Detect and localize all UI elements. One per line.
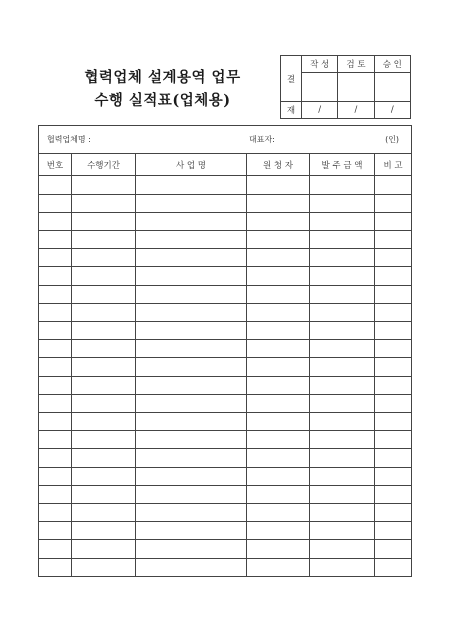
project-cell[interactable] — [136, 194, 247, 212]
project-cell[interactable] — [136, 540, 247, 558]
table-row — [39, 503, 412, 521]
document-title-line2: 수행 실적표(업체용) — [94, 92, 231, 109]
table-row — [39, 249, 412, 267]
amount-cell[interactable] — [310, 267, 375, 285]
client-cell[interactable] — [247, 449, 310, 467]
client-cell[interactable] — [247, 285, 310, 303]
remarks-cell[interactable] — [375, 212, 412, 230]
project-cell[interactable] — [136, 394, 247, 412]
table-row — [39, 412, 412, 430]
col-header-project: 사 업 명 — [136, 153, 247, 175]
period-cell[interactable] — [72, 230, 136, 248]
remarks-cell[interactable] — [375, 303, 412, 321]
period-cell[interactable] — [72, 467, 136, 485]
project-cell[interactable] — [136, 503, 247, 521]
client-cell[interactable] — [247, 212, 310, 230]
remarks-cell[interactable] — [375, 249, 412, 267]
table-row — [39, 485, 412, 503]
period-cell[interactable] — [72, 321, 136, 339]
project-cell[interactable] — [136, 321, 247, 339]
approval-box — [280, 55, 411, 119]
client-cell[interactable] — [247, 303, 310, 321]
period-cell[interactable] — [72, 558, 136, 576]
col-header-number: 번호 — [39, 153, 72, 175]
number-cell[interactable] — [39, 340, 72, 358]
remarks-cell[interactable] — [375, 340, 412, 358]
period-cell[interactable] — [72, 267, 136, 285]
project-cell[interactable] — [136, 340, 247, 358]
table-row — [39, 358, 412, 376]
client-cell[interactable] — [247, 230, 310, 248]
table-row — [39, 285, 412, 303]
project-cell[interactable] — [136, 267, 247, 285]
project-cell[interactable] — [136, 485, 247, 503]
table-row — [39, 467, 412, 485]
period-cell[interactable] — [72, 303, 136, 321]
number-cell[interactable] — [39, 503, 72, 521]
period-cell[interactable] — [72, 540, 136, 558]
remarks-cell[interactable] — [375, 467, 412, 485]
client-cell[interactable] — [247, 176, 310, 194]
table-row — [39, 449, 412, 467]
approval-col-approve: 승 인 — [374, 56, 410, 73]
table-row — [39, 522, 412, 540]
table-row — [39, 376, 412, 394]
period-cell[interactable] — [72, 249, 136, 267]
project-cell[interactable] — [136, 212, 247, 230]
number-cell[interactable] — [39, 412, 72, 430]
client-cell[interactable] — [247, 340, 310, 358]
number-cell[interactable] — [39, 431, 72, 449]
period-cell[interactable] — [72, 212, 136, 230]
client-cell[interactable] — [247, 194, 310, 212]
project-cell[interactable] — [136, 558, 247, 576]
table-row — [39, 321, 412, 339]
remarks-cell[interactable] — [375, 285, 412, 303]
table-row — [39, 212, 412, 230]
remarks-cell[interactable] — [375, 176, 412, 194]
amount-cell[interactable] — [310, 394, 375, 412]
approval-date-approve[interactable]: / — [374, 102, 410, 119]
table-row — [39, 176, 412, 194]
amount-cell[interactable] — [310, 467, 375, 485]
remarks-cell[interactable] — [375, 358, 412, 376]
col-header-amount: 발 주 금 액 — [310, 153, 375, 175]
remarks-cell[interactable] — [375, 394, 412, 412]
table-row — [39, 394, 412, 412]
period-cell[interactable] — [72, 394, 136, 412]
amount-cell[interactable] — [310, 503, 375, 521]
amount-cell[interactable] — [310, 194, 375, 212]
performance-table — [38, 125, 412, 577]
amount-cell[interactable] — [310, 230, 375, 248]
number-cell[interactable] — [39, 267, 72, 285]
period-cell[interactable] — [72, 194, 136, 212]
number-cell[interactable] — [39, 285, 72, 303]
amount-cell[interactable] — [310, 431, 375, 449]
client-cell[interactable] — [247, 431, 310, 449]
project-cell[interactable] — [136, 176, 247, 194]
period-cell[interactable] — [72, 485, 136, 503]
number-cell[interactable] — [39, 467, 72, 485]
amount-cell[interactable] — [310, 449, 375, 467]
project-cell[interactable] — [136, 358, 247, 376]
number-cell[interactable] — [39, 540, 72, 558]
number-cell[interactable] — [39, 212, 72, 230]
remarks-cell[interactable] — [375, 376, 412, 394]
client-cell[interactable] — [247, 558, 310, 576]
project-cell[interactable] — [136, 303, 247, 321]
number-cell[interactable] — [39, 230, 72, 248]
amount-cell[interactable] — [310, 558, 375, 576]
amount-cell[interactable] — [310, 212, 375, 230]
approval-date-review[interactable]: / — [338, 102, 374, 119]
period-cell[interactable] — [72, 376, 136, 394]
client-cell[interactable] — [247, 376, 310, 394]
client-cell[interactable] — [247, 267, 310, 285]
number-cell[interactable] — [39, 558, 72, 576]
number-cell[interactable] — [39, 321, 72, 339]
period-cell[interactable] — [72, 176, 136, 194]
info-row — [39, 126, 412, 154]
remarks-cell[interactable] — [375, 558, 412, 576]
number-cell[interactable] — [39, 376, 72, 394]
table-row — [39, 540, 412, 558]
number-cell[interactable] — [39, 194, 72, 212]
period-cell[interactable] — [72, 285, 136, 303]
remarks-cell[interactable] — [375, 431, 412, 449]
table-row — [39, 340, 412, 358]
period-cell[interactable] — [72, 503, 136, 521]
period-cell[interactable] — [72, 412, 136, 430]
approval-date-write[interactable]: / — [302, 102, 338, 119]
client-cell[interactable] — [247, 540, 310, 558]
project-cell[interactable] — [136, 285, 247, 303]
table-row — [39, 431, 412, 449]
approval-col-write: 작 성 — [302, 56, 338, 73]
client-cell[interactable] — [247, 358, 310, 376]
project-cell[interactable] — [136, 249, 247, 267]
document-title-line1: 협력업체 설계용역 업무 — [84, 69, 241, 86]
project-cell[interactable] — [136, 230, 247, 248]
table-header-row — [39, 153, 412, 175]
approval-sign-approve[interactable] — [374, 73, 410, 102]
amount-cell[interactable] — [310, 176, 375, 194]
number-cell[interactable] — [39, 449, 72, 467]
number-cell[interactable] — [39, 358, 72, 376]
client-cell[interactable] — [247, 522, 310, 540]
period-cell[interactable] — [72, 340, 136, 358]
period-cell[interactable] — [72, 431, 136, 449]
amount-cell[interactable] — [310, 358, 375, 376]
client-cell[interactable] — [247, 394, 310, 412]
number-cell[interactable] — [39, 176, 72, 194]
client-cell[interactable] — [247, 321, 310, 339]
remarks-cell[interactable] — [375, 267, 412, 285]
amount-cell[interactable] — [310, 321, 375, 339]
remarks-cell[interactable] — [375, 522, 412, 540]
col-header-period: 수행기간 — [72, 153, 136, 175]
project-cell[interactable] — [136, 522, 247, 540]
client-cell[interactable] — [247, 485, 310, 503]
remarks-cell[interactable] — [375, 503, 412, 521]
period-cell[interactable] — [72, 522, 136, 540]
remarks-cell[interactable] — [375, 540, 412, 558]
remarks-cell[interactable] — [375, 321, 412, 339]
amount-cell[interactable] — [310, 340, 375, 358]
company-name-label: 협력업체명 : — [47, 135, 91, 144]
seal-mark: (인) — [385, 135, 400, 144]
project-cell[interactable] — [136, 376, 247, 394]
approval-sign-review[interactable] — [338, 73, 374, 102]
amount-cell[interactable] — [310, 522, 375, 540]
table-row — [39, 194, 412, 212]
table-row — [39, 230, 412, 248]
representative-label: 대표자: — [249, 135, 275, 144]
approval-side-top: 결 — [281, 56, 302, 102]
number-cell[interactable] — [39, 485, 72, 503]
col-header-client: 원 청 자 — [247, 153, 310, 175]
period-cell[interactable] — [72, 358, 136, 376]
project-cell[interactable] — [136, 449, 247, 467]
col-header-remarks: 비 고 — [375, 153, 412, 175]
amount-cell[interactable] — [310, 540, 375, 558]
amount-cell[interactable] — [310, 285, 375, 303]
remarks-cell[interactable] — [375, 194, 412, 212]
approval-col-review: 검 토 — [338, 56, 374, 73]
number-cell[interactable] — [39, 249, 72, 267]
project-cell[interactable] — [136, 412, 247, 430]
remarks-cell[interactable] — [375, 449, 412, 467]
amount-cell[interactable] — [310, 303, 375, 321]
remarks-cell[interactable] — [375, 412, 412, 430]
table-row — [39, 558, 412, 576]
remarks-cell[interactable] — [375, 230, 412, 248]
amount-cell[interactable] — [310, 249, 375, 267]
period-cell[interactable] — [72, 449, 136, 467]
amount-cell[interactable] — [310, 485, 375, 503]
number-cell[interactable] — [39, 303, 72, 321]
project-cell[interactable] — [136, 431, 247, 449]
client-cell[interactable] — [247, 467, 310, 485]
approval-sign-write[interactable] — [302, 73, 338, 102]
client-cell[interactable] — [247, 249, 310, 267]
table-row — [39, 267, 412, 285]
number-cell[interactable] — [39, 522, 72, 540]
remarks-cell[interactable] — [375, 485, 412, 503]
number-cell[interactable] — [39, 394, 72, 412]
client-cell[interactable] — [247, 412, 310, 430]
client-cell[interactable] — [247, 503, 310, 521]
amount-cell[interactable] — [310, 412, 375, 430]
table-row — [39, 303, 412, 321]
project-cell[interactable] — [136, 467, 247, 485]
amount-cell[interactable] — [310, 376, 375, 394]
approval-side-bottom: 재 — [281, 102, 302, 119]
